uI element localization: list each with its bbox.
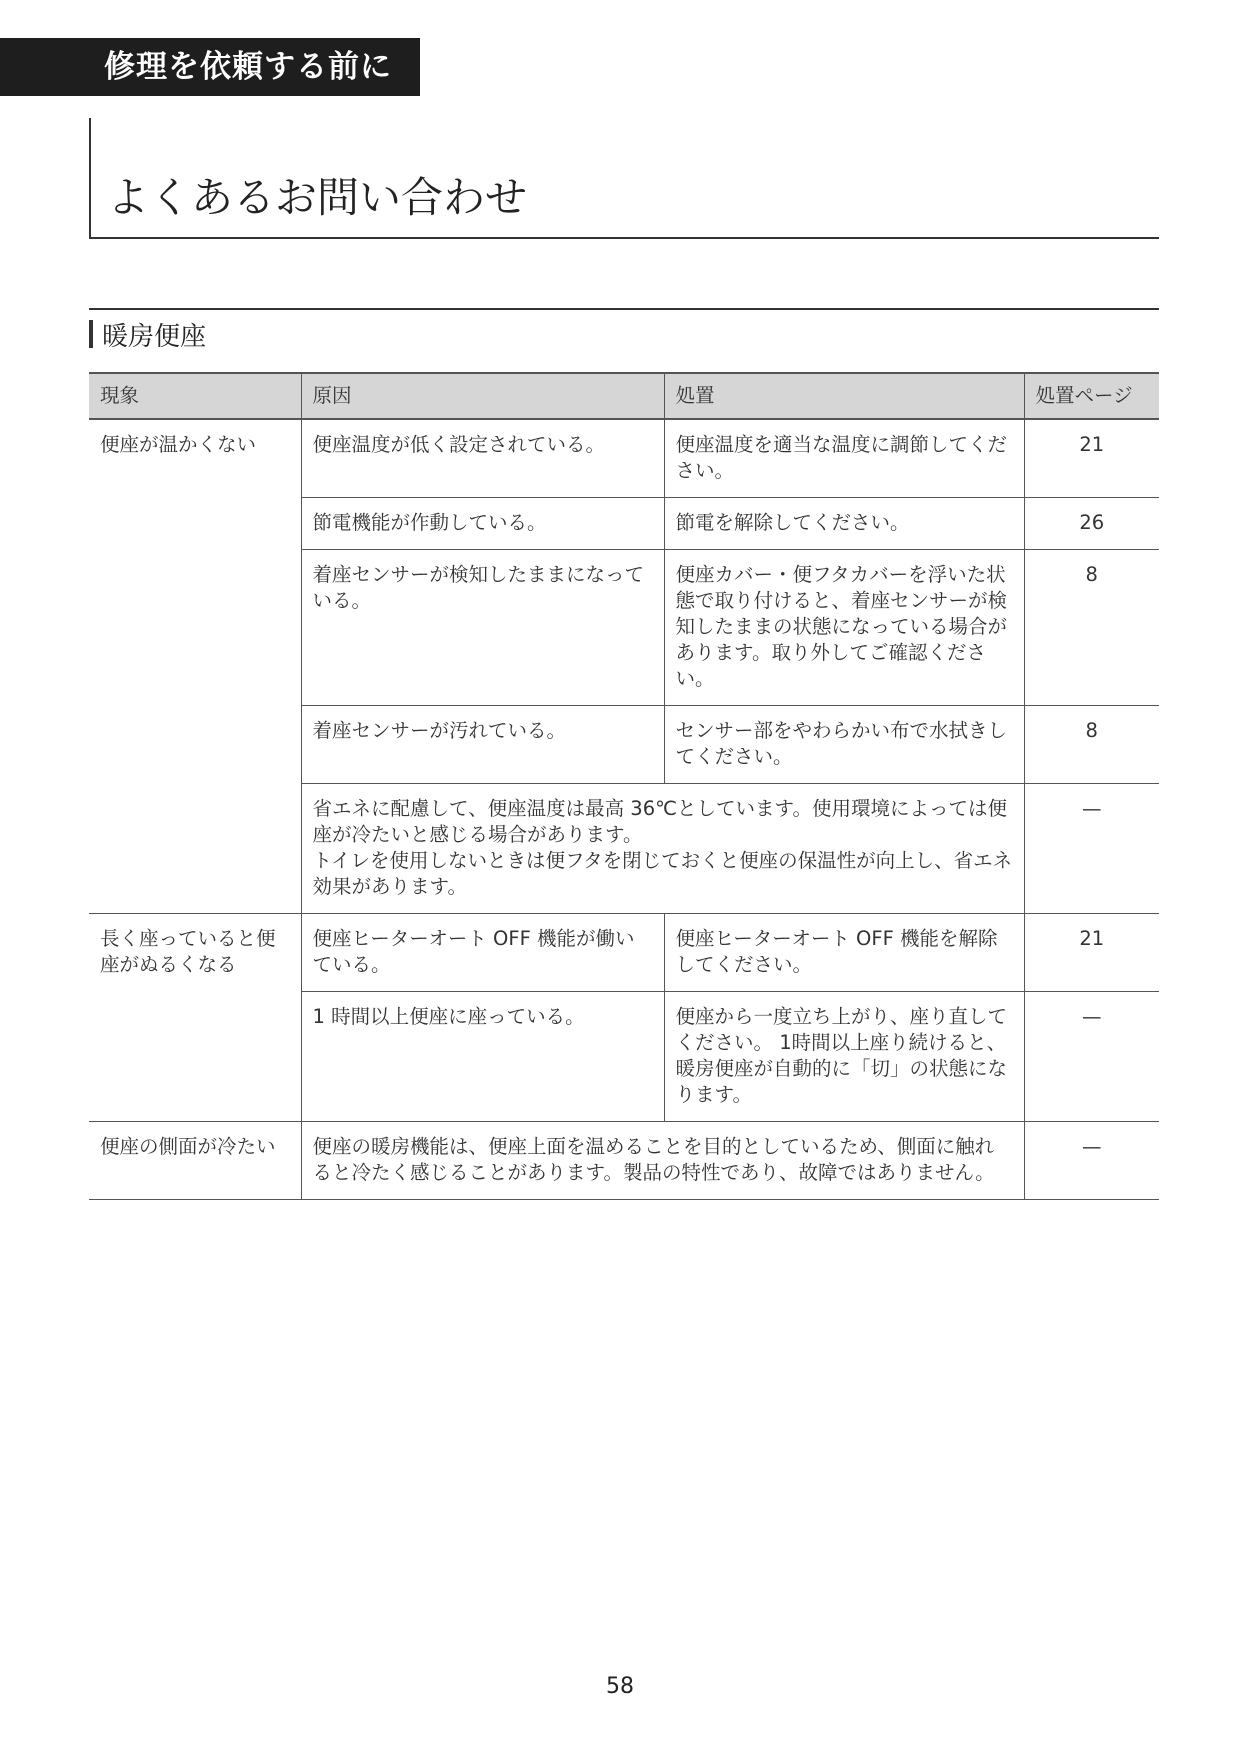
section-tab: 修理を依頼する前に	[0, 38, 420, 96]
cause-cell: 便座温度が低く設定されている。	[301, 419, 664, 498]
page-ref-cell: 26	[1024, 498, 1159, 550]
symptom-cell: 便座の側面が冷たい	[89, 1122, 301, 1200]
page-ref-cell: —	[1024, 1122, 1159, 1200]
page-ref-cell: 21	[1024, 419, 1159, 498]
header-symptom: 現象	[89, 373, 301, 419]
table-header-row	[89, 373, 1159, 419]
page-ref-cell: 8	[1024, 550, 1159, 706]
header-remedy: 処置	[664, 373, 1024, 419]
table-row	[89, 1122, 1159, 1200]
symptom-cell: 長く座っていると便座がぬるくなる	[89, 914, 301, 1122]
note-cell: 便座の暖房機能は、便座上面を温めることを目的としているため、側面に触れると冷たく感じることがあります。製品の特性であり、故障ではありません。	[301, 1122, 1024, 1200]
table-row	[89, 419, 1159, 498]
symptom-cell: 便座が温かくない	[89, 419, 301, 914]
page-title-block	[89, 118, 1159, 239]
header-cause: 原因	[301, 373, 664, 419]
cause-cell: 着座センサーが検知したままになっている。	[301, 550, 664, 706]
page-ref-cell: —	[1024, 992, 1159, 1122]
subsection-title: 暖房便座	[102, 322, 207, 352]
remedy-cell: 便座温度を適当な温度に調節してください。	[664, 419, 1024, 498]
remedy-cell: 便座から一度立ち上がり、座り直してください。 1時間以上座り続けると、暖房便座が自動的に「切」の状態になります。	[664, 992, 1024, 1122]
subsection-marker	[89, 320, 93, 348]
note-cell	[301, 784, 1024, 914]
cause-cell: 着座センサーが汚れている。	[301, 706, 664, 784]
cause-cell: 節電機能が作動している。	[301, 498, 664, 550]
remedy-cell: 便座カバー・便フタカバーを浮いた状態で取り付けると、着座センサーが検知したままの状態になっている場合があります。取り外してご確認ください。	[664, 550, 1024, 706]
subsection-heading	[89, 308, 1159, 354]
faq-table	[89, 372, 1159, 1200]
page-ref-cell: —	[1024, 784, 1159, 914]
cause-cell: 1 時間以上便座に座っている。	[301, 992, 664, 1122]
page-ref-cell: 8	[1024, 706, 1159, 784]
remedy-cell: 便座ヒーターオート OFF 機能を解除してください。	[664, 914, 1024, 992]
note-line: トイレを使用しないときは便フタを閉じておくと便座の保温性が向上し、省エネ効果があります。	[312, 849, 1013, 898]
cause-cell: 便座ヒーターオート OFF 機能が働いている。	[301, 914, 664, 992]
table-row	[89, 914, 1159, 992]
remedy-cell: 節電を解除してください。	[664, 498, 1024, 550]
page-number: 58	[606, 1674, 634, 1699]
note-line: 省エネに配慮して、便座温度は最高 36℃としています。使用環境によっては便座が冷たいと感じる場合があります。	[312, 797, 1007, 846]
page-title: よくあるお問い合わせ	[107, 173, 528, 222]
remedy-cell: センサー部をやわらかい布で水拭きしてください。	[664, 706, 1024, 784]
page-ref-cell: 21	[1024, 914, 1159, 992]
header-page: 処置ページ	[1024, 373, 1159, 419]
